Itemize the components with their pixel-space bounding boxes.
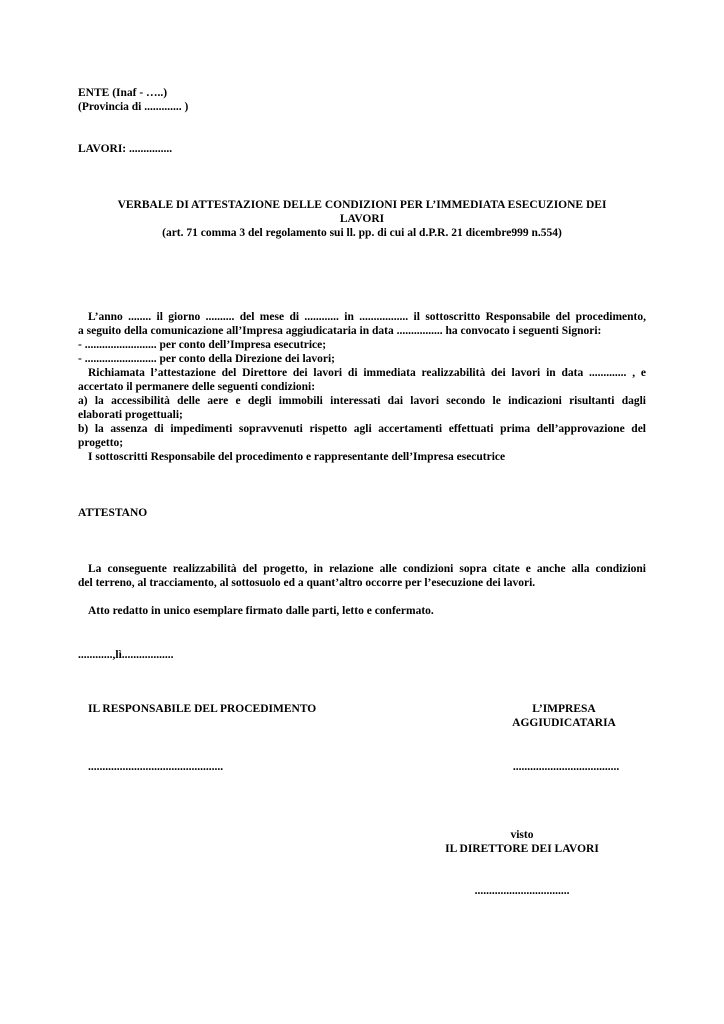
body-p1-line1: L’anno ........ il giorno .......... del mese di ............ in ................. il sottoscritto Responsabile del procedimento, — [88, 311, 646, 323]
atto-statement: Atto redatto in unico esemplare firmato dalle parti, letto e confermato. — [88, 605, 434, 617]
body-section — [78, 310, 646, 464]
place-date-field: ............,lì.................. — [78, 649, 174, 661]
attestano-heading: ATTESTANO — [78, 507, 148, 519]
title-line-2: LAVORI — [339, 213, 385, 225]
body-p2-line1: Richiamata l’attestazione del Direttore dei lavori di immediata realizzabilità dei lavori in data ............. , e — [88, 367, 646, 379]
condition-a-line2: elaborati progettuali; — [78, 409, 183, 421]
impresa-label-line1: L’IMPRESA — [532, 703, 596, 715]
body-p1-line2: a seguito della comunicazione all’Impresa aggiudicataria in data ................ ha convocato i seguenti Signori: — [78, 325, 602, 337]
responsabile-signature-line: ............................................... — [88, 761, 224, 773]
document-title — [78, 198, 646, 240]
body-p2-line2: accertato il permanere delle seguenti condizioni: — [78, 381, 316, 393]
visto-label: visto — [510, 829, 534, 841]
direttore-label — [445, 828, 599, 856]
title-subtitle: (art. 71 comma 3 del regolamento sui ll. pp. di cui al d.P.R. 21 dicembre999 n.554) — [162, 227, 562, 239]
condition-a-line1: a) la accessibilità delle aere e degli immobili interessati dai lavori secondo le indicazioni risultanti dagli — [78, 395, 646, 407]
body-p1-line4: - ......................... per conto della Direzione dei lavori; — [78, 353, 336, 365]
conclusion-line2: del terreno, al tracciamento, al sottosuolo ed a quant’altro occorre per l’esecuzione dei lavori. — [78, 577, 536, 589]
direttore-signature-line: ................................. — [474, 885, 570, 897]
responsabile-label: IL RESPONSABILE DEL PROCEDIMENTO — [88, 703, 317, 715]
direttore-label-text: IL DIRETTORE DEI LAVORI — [445, 843, 599, 855]
body-p1-line3: - ......................... per conto dell’Impresa esecutrice; — [78, 339, 327, 351]
impresa-label-line2: AGGIUDICATARIA — [512, 717, 616, 729]
conclusion-line1: La conseguente realizzabilità del progetto, in relazione alle condizioni sopra citate e anche alla condizioni — [88, 563, 646, 575]
conclusion-section — [78, 562, 646, 590]
body-p3: I sottoscritti Responsabile del procedimento e rappresentante dell’Impresa esecutrice — [88, 451, 506, 463]
provincia-line: (Provincia di ............. ) — [78, 101, 189, 113]
condition-b-line1: b) la assenza di impedimenti sopravvenuti rispetto agli accertamenti effettuati prima dell’approvazione del — [78, 423, 646, 435]
impresa-signature-line: ..................................... — [512, 761, 620, 773]
ente-line: ENTE (Inaf - …..) — [78, 87, 168, 99]
condition-b-line2: progetto; — [78, 437, 124, 449]
lavori-line: LAVORI: ............... — [78, 143, 173, 155]
impresa-label — [512, 702, 616, 730]
title-line-1: VERBALE DI ATTESTAZIONE DELLE CONDIZIONI PER L’IMMEDIATA ESECUZIONE DEI — [117, 199, 607, 211]
